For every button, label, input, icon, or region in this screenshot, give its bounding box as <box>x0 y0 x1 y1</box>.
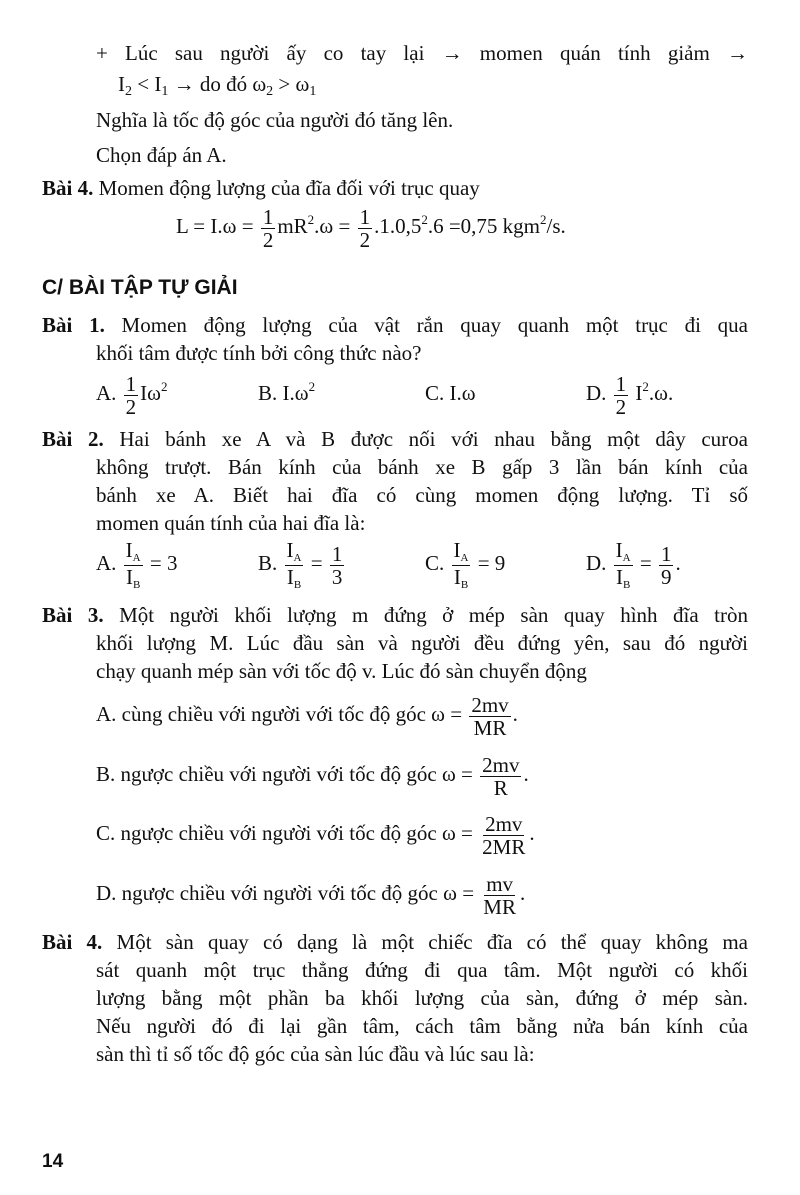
bai3-option-b: B. ngược chiều với người với tốc độ góc ω = $\frac{2mv}{R}$ . <box>96 752 529 800</box>
intro-line-4: Chọn đáp án A. <box>96 143 227 167</box>
section-title: C/ BÀI TẬP TỰ GIẢI <box>42 276 238 299</box>
bai3-option-d: D. ngược chiều với người với tốc độ góc ω = $\frac{mv}{MR}$ . <box>96 871 526 919</box>
intro-line-1: + Lúc sau người ấy co tay lại → momen quán tính giảm → <box>96 41 748 65</box>
bai4-solution-line: Bài 4. Momen động lượng của đĩa đối với trục quay <box>42 176 480 200</box>
bai2-option-a: A. $\frac{IA}{IB}$ = 3 <box>96 537 178 591</box>
bai1-option-d: D. $\frac{1}{2}$ $I^2.\omega$. <box>586 371 674 419</box>
bai4-line-2: sát quanh một trục thẳng đứng đi qua tâm. Một người có khối <box>96 958 748 982</box>
bai1-option-c: C. I.ω <box>425 381 476 405</box>
bai1-option-b: B. $I.\omega^2$ <box>258 379 316 405</box>
page-number: 14 <box>42 1151 64 1172</box>
bai3-option-c: C. ngược chiều với người với tốc độ góc ω = $\frac{2mv}{2MR}$ . <box>96 811 535 859</box>
intro-line-3: Nghĩa là tốc độ góc của người đó tăng lên. <box>96 108 454 132</box>
bai2-line-1: Bài 2. Hai bánh xe A và B được nối với nhau bằng một dây curoa <box>42 427 748 451</box>
bai1-option-a: A. $\frac{1}{2}$ $I\omega^2$ <box>96 371 168 419</box>
bai1-line-2: khối tâm được tính bởi công thức nào? <box>96 341 422 365</box>
bai1-line-1: Bài 1. Momen động lượng của vật rắn quay quanh một trục đi qua <box>42 313 749 337</box>
bai2-option-b: B. $\frac{IA}{IB}$ = $\frac{1}{3}$ <box>258 537 343 591</box>
bai3-line-2: khối lượng M. Lúc đầu sàn và người đều đứng yên, sau đó người <box>96 631 748 655</box>
bai4-solution-formula: L = I.ω = $\frac{1}{2}$ $mR^2.\omega$ = $\frac{1}{2}$ $.1.0,5^2.6 =0,75$ kgm$^2$/s. <box>176 204 566 252</box>
bai3-line-1: Bài 3. Một người khối lượng m đứng ở mép sàn quay hình đĩa tròn <box>42 603 748 627</box>
bai4-line-1: Bài 4. Một sàn quay có dạng là một chiếc đĩa có thể quay không ma <box>42 930 748 954</box>
bai3-line-3: chạy quanh mép sàn với tốc độ v. Lúc đó sàn chuyển động <box>96 659 587 683</box>
intro-line-2: $I_2 < I_1$ → do đó $\omega_2 > \omega_1$ <box>118 72 317 99</box>
bai4-line-4: Nếu người đó đi lại gần tâm, cách tâm bằng nửa bán kính của <box>96 1014 748 1038</box>
bai2-option-c: C. $\frac{IA}{IB}$ = 9 <box>425 537 506 591</box>
bai2-line-4: momen quán tính của hai đĩa là: <box>96 511 366 535</box>
bai2-line-3: bánh xe A. Biết hai đĩa có cùng momen động lượng. Tỉ số <box>96 483 748 507</box>
bai4-line-3: lượng bằng một phần ba khối lượng của sàn, đứng ở mép sàn. <box>96 986 748 1010</box>
bai2-line-2: không trượt. Bán kính của bánh xe B gấp 3 lần bán kính của <box>96 455 748 479</box>
bai4-line-5: sàn thì tỉ số tốc độ góc của sàn lúc đầu và lúc sau là: <box>96 1042 535 1066</box>
bai3-option-a: A. cùng chiều với người với tốc độ góc ω = $\frac{2mv}{MR}$ . <box>96 692 518 740</box>
bai2-option-d: D. $\frac{IA}{IB}$ = $\frac{1}{9}$ . <box>586 537 681 591</box>
